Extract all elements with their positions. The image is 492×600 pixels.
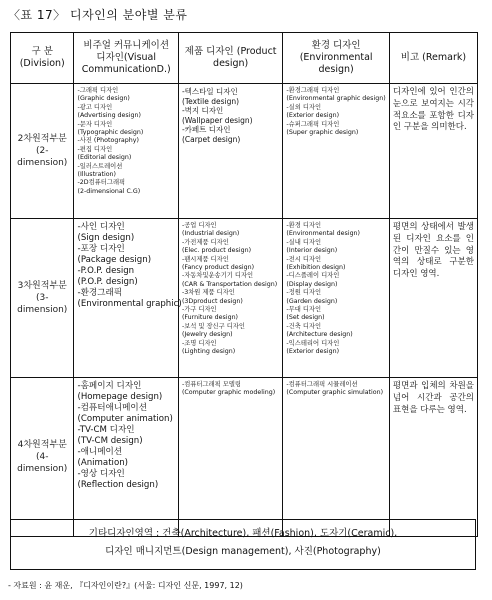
division-ko: 3차원적부분	[17, 281, 67, 291]
list-item: -2D컴퓨터그래픽	[77, 179, 126, 187]
product-list	[182, 87, 279, 145]
header-row	[11, 33, 478, 84]
header-env-l1: 환경 디자인	[311, 40, 361, 51]
header-remark-ko: 비고	[400, 52, 420, 63]
source-note: - 자료원 : 윤 재운, 『디자인이란?』(서울: 디자인 신문, 1997, 12)	[8, 581, 243, 590]
list-item: (Set design)	[286, 314, 325, 322]
visual-list	[77, 222, 182, 310]
division-ko: 2차원적부분	[17, 134, 67, 144]
list-item: -조명 디자인	[181, 339, 217, 347]
remark-cell: 디자인에 있어 인간의 눈으로 보여지는 시각적요소를 포함한 디자인 구분을 의미한다.	[389, 84, 477, 219]
list-item: -환경 디자인	[286, 222, 322, 229]
list-item: -편집 디자인	[77, 145, 113, 153]
row-division	[11, 84, 74, 219]
list-item: (Environmental graphic design)	[286, 95, 386, 103]
list-item: (Fancy product design)	[181, 264, 255, 272]
list-item: -건축 디자인	[286, 322, 322, 330]
header-environmental	[283, 33, 390, 84]
list-item: -애니메이션	[77, 447, 123, 457]
list-item: (Sign design)	[77, 233, 135, 243]
division-en: (3-dimension)	[17, 293, 68, 315]
list-item: -환경그래픽 디자인	[286, 87, 340, 94]
list-item: -팬시제품 디자인	[181, 255, 229, 263]
list-item: (Interior design)	[286, 247, 338, 255]
list-item: -3차원 제품 디자인	[181, 289, 235, 297]
list-item: (Editorial design)	[77, 154, 132, 162]
header-remark	[389, 33, 477, 84]
list-item: (Exterior design)	[286, 112, 340, 120]
header-visual-l2: 디자인(Visual	[96, 52, 157, 63]
list-item: (Graphic design)	[77, 95, 130, 103]
list-item: (Environmental design)	[286, 230, 361, 238]
list-item: -홈페이지 디자인	[77, 381, 142, 391]
product-list	[182, 381, 279, 398]
design-classification-table	[10, 32, 478, 537]
header-remark-en: (Remark)	[422, 52, 467, 63]
environmental-list	[286, 381, 386, 398]
header-env-l2: (Environmental	[299, 52, 373, 63]
remark-cell: 평면의 상태에서 발생된 디자인 요소를 인간이 만질수 있는 영역의 상태로 구분한 디자인 영역.	[389, 219, 477, 378]
environmental-list	[286, 87, 386, 137]
list-item: -컴퓨터애니메이션	[77, 403, 147, 413]
other-areas-line2: 디자인 매니지먼트(Design management), 사진(Photography)	[105, 546, 381, 557]
header-env-l3: design)	[318, 64, 354, 75]
visual-cell	[74, 378, 178, 537]
list-item: -정원 디자인	[286, 289, 322, 297]
product-cell	[178, 219, 282, 378]
list-item: -자동차및운송기기 디자인	[181, 272, 254, 280]
list-item: -가구 디자인	[181, 306, 217, 314]
visual-cell	[74, 84, 178, 219]
row-division	[11, 378, 74, 537]
list-item: (Environmental graphic)	[77, 299, 182, 309]
list-item: (Typographic design)	[77, 129, 144, 137]
list-item: (Computer graphic simulation)	[286, 389, 384, 397]
list-item: -실내 디자인	[286, 238, 322, 246]
list-item: (Computer animation)	[77, 414, 173, 424]
header-product	[178, 33, 282, 84]
list-item: -일러스트레이션	[77, 162, 123, 170]
other-design-areas-box	[10, 519, 476, 570]
list-item: (3Dproduct design)	[181, 297, 243, 305]
list-item: (Homepage design)	[77, 392, 163, 402]
other-areas-line1: 기타디자인영역 : 건축(Architecture), 패션(Fashion), 도자기(Ceramic),	[88, 528, 398, 539]
list-item: -그래픽 디자인	[77, 87, 119, 94]
list-item: -TV-CM 디자인	[77, 425, 135, 435]
list-item: (Super graphic design)	[286, 129, 359, 137]
list-item: (Advertising design)	[77, 112, 141, 120]
list-item: -문자 디자인	[77, 120, 113, 128]
list-item: -전시 디자인	[286, 255, 322, 263]
list-item: -사인 디자인	[77, 222, 125, 232]
list-item: (P.O.P. design)	[77, 277, 138, 287]
product-list	[182, 222, 279, 357]
list-item: -포장 디자인	[77, 244, 125, 254]
list-item: (Elec. product design)	[181, 247, 252, 255]
remark-cell: 평면과 입체의 차원을 넘어 시간과 공간의 표현을 다루는 영역.	[389, 378, 477, 537]
list-item: (TV-CM design)	[77, 436, 143, 446]
list-item: (Display design)	[286, 280, 338, 288]
header-product-ko: 제품 디자인	[184, 46, 234, 57]
list-item: -컴퓨터그래픽 시뮬레이션	[286, 381, 358, 388]
environmental-cell	[283, 84, 390, 219]
list-item: (2-dimensional C.G)	[77, 187, 141, 195]
header-division-en: (Division)	[19, 58, 65, 69]
list-item: (Package design)	[77, 255, 152, 265]
list-item: -카페트 디자인	[181, 125, 231, 135]
list-item: -텍스타일 디자인	[181, 87, 238, 96]
header-division-ko: 구 분	[31, 46, 53, 57]
list-item: -디스플레이 디자인	[286, 272, 340, 280]
table-row	[11, 378, 478, 537]
list-item: -컴퓨터그래픽 모델링	[181, 381, 241, 388]
list-item: (Wallpaper design)	[181, 115, 253, 125]
visual-list	[77, 381, 174, 491]
list-item: (Animation)	[77, 458, 129, 468]
list-item: -P.O.P. design	[77, 266, 135, 276]
list-item: (Architecture design)	[286, 331, 353, 339]
header-visual-l1: 비주얼 커뮤니케이션	[83, 40, 170, 51]
environmental-list	[286, 222, 386, 357]
list-item: -슈퍼그래픽 디자인	[286, 120, 340, 128]
list-item: (Textile design)	[181, 96, 240, 106]
product-cell	[178, 378, 282, 537]
list-item: -공업 디자인	[181, 222, 217, 229]
list-item: -영상 디자인	[77, 469, 125, 479]
table-title: 〈표 17〉 디자인의 분야별 분류	[8, 8, 188, 22]
division-en: (4-dimension)	[17, 452, 68, 474]
list-item: (Furniture design)	[181, 314, 239, 322]
row-division	[11, 219, 74, 378]
list-item: -보석 및 장신구 디자인	[181, 322, 245, 330]
environmental-cell	[283, 378, 390, 537]
list-item: -벽지 디자인	[181, 106, 224, 116]
list-item: (Exterior design)	[286, 348, 340, 356]
table-row	[11, 84, 478, 219]
list-item: -환경그래픽	[77, 288, 123, 298]
list-item: (Reflection design)	[77, 480, 159, 490]
list-item: (Industrial design)	[181, 230, 240, 238]
visual-list	[77, 87, 174, 196]
header-visual	[74, 33, 178, 84]
list-item: (Computer graphic modeling)	[181, 389, 276, 397]
division-en: (2-dimension)	[17, 146, 68, 168]
header-product-en: (Product design)	[213, 46, 277, 69]
environmental-cell	[283, 219, 390, 378]
division-ko: 4차원적부분	[17, 440, 67, 450]
list-item: (Garden design)	[286, 297, 338, 305]
list-item: (Lighting design)	[181, 348, 236, 356]
visual-cell	[74, 219, 182, 378]
header-division	[11, 33, 74, 84]
list-item: (Exhibition design)	[286, 264, 346, 272]
list-item: -가전제품 디자인	[181, 238, 229, 246]
list-item: -익스테리어 디자인	[286, 339, 340, 347]
header-visual-l3: CommunicationD.)	[81, 64, 171, 75]
list-item: (Jewelry design)	[181, 331, 233, 339]
list-item: -광고 디자인	[77, 103, 113, 111]
list-item: (CAR & Transportation design)	[181, 280, 278, 288]
list-item: -사진 (Photography)	[77, 137, 139, 145]
list-item: (Carpet design)	[181, 134, 241, 144]
table-row	[11, 219, 478, 378]
list-item: -무대 디자인	[286, 306, 322, 314]
list-item: (Illustration)	[77, 171, 117, 179]
list-item: -실외 디자인	[286, 103, 322, 111]
product-cell	[178, 84, 282, 219]
